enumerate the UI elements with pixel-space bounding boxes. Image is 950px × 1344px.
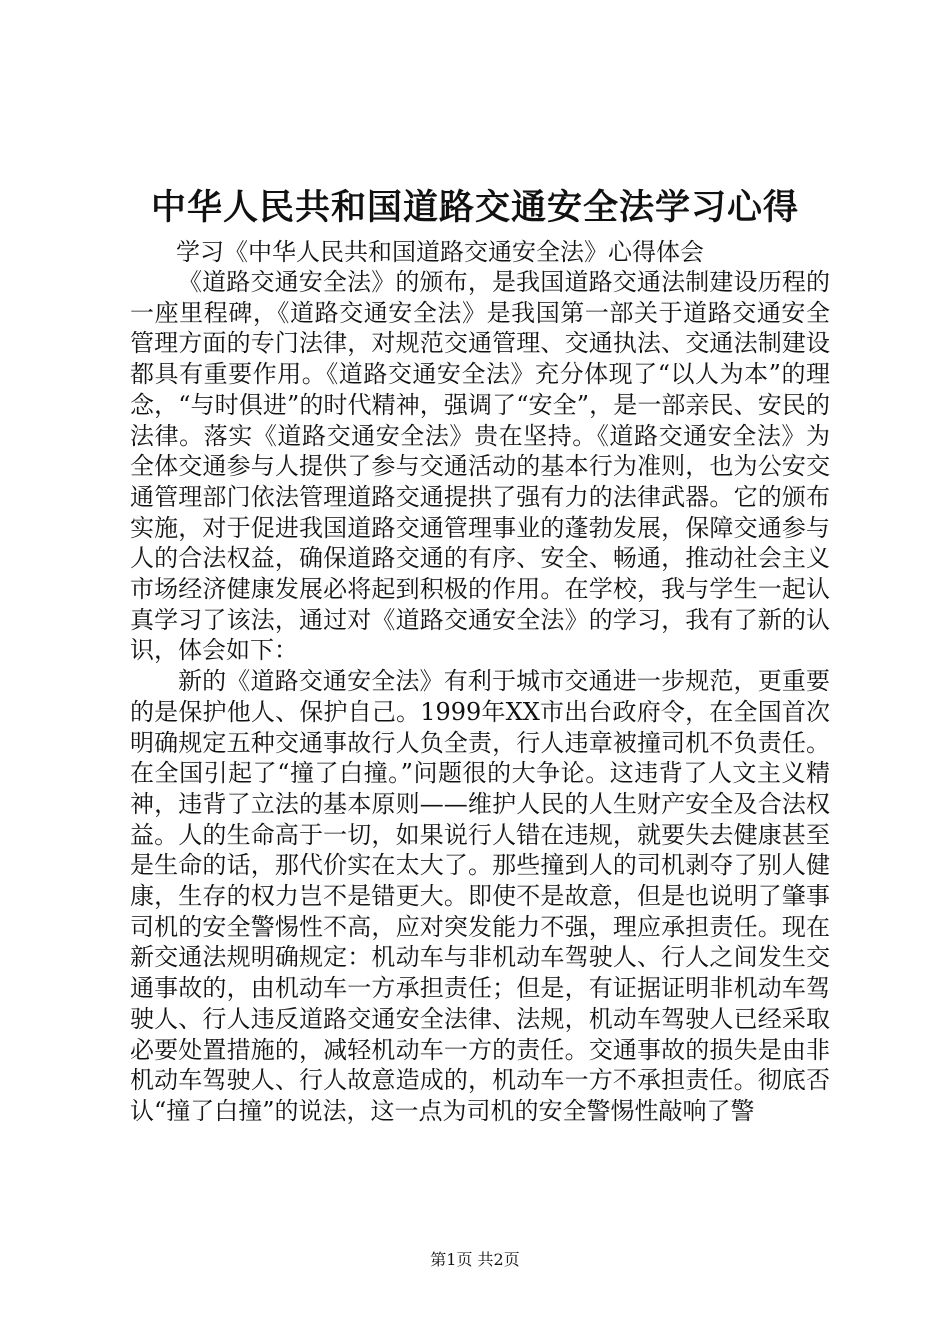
page-number-footer: 第1页 共2页 bbox=[430, 1250, 520, 1269]
document-title: 中华人民共和国道路交通安全法学习心得 bbox=[150, 187, 799, 228]
body-paragraph-1: 《道路交通安全法》的颁布，是我国道路交通法制建设历程的一座里程碑，《道路交通安全法》是我国第一部关于道路交通安全管理方面的专门法律，对规范交通管理、交通执法、交通法制建设都具有重要作用。《道路交通安全法》充分体现了“以人为本”的理念，“与时俱进”的时代精神，强调了“安全”，是一部亲民、安民的法律。落实《道路交通安全法》贵在坚持。《道路交通安全法》为全体交通参与人提供了参与交通活动的基本行为准则，也为公安交通管理部门依法管理道路交通提拱了强有力的法律武器。它的颁布实施，对于促进我国道路交通管理事业的蓬勃发展，保障交通参与人的合法权益，确保道路交通的有序、安全、畅通，推动社会主义市场经济健康发展必将起到积极的作用。在学校，我与学生一起认真学习了该法，通过对《道路交通安全法》的学习，我有了新的认识，体会如下： bbox=[130, 268, 830, 665]
document-subtitle: 学习《中华人民共和国道路交通安全法》心得体会 bbox=[176, 238, 704, 266]
body-paragraph-2: 新的《道路交通安全法》有利于城市交通进一步规范，更重要的是保护他人、保护自己。1999年XX市出台政府令，在全国首次明确规定五种交通事故行人负全责，行人违章被撞司机不负责任。在全国引起了“撞了白撞。”问题很的大争论。这违背了人文主义精神，违背了立法的基本原则——维护人民的人生财产安全及合法权益。人的生命高于一切，如果说行人错在违规，就要失去健康甚至是生命的话，那代价实在太大了。那些撞到人的司机剥夺了别人健康，生存的权力岂不是错更大。即使不是故意，但是也说明了肇事司机的安全警惕性不高，应对突发能力不强，理应承担责任。现在新交通法规明确规定：机动车与非机动车驾驶人、行人之间发生交通事故的，由机动车一方承担责任；但是，有证据证明非机动车驾驶人、行人违反道路交通安全法律、法规，机动车驾驶人已经采取必要处置措施的，减轻机动车一方的责任。交通事故的损失是由非机动车驾驶人、行人故意造成的，机动车一方不承担责任。彻底否认“撞了白撞”的说法，这一点为司机的安全警惕性敲响了警 bbox=[130, 667, 830, 1125]
document-body bbox=[130, 267, 830, 1127]
